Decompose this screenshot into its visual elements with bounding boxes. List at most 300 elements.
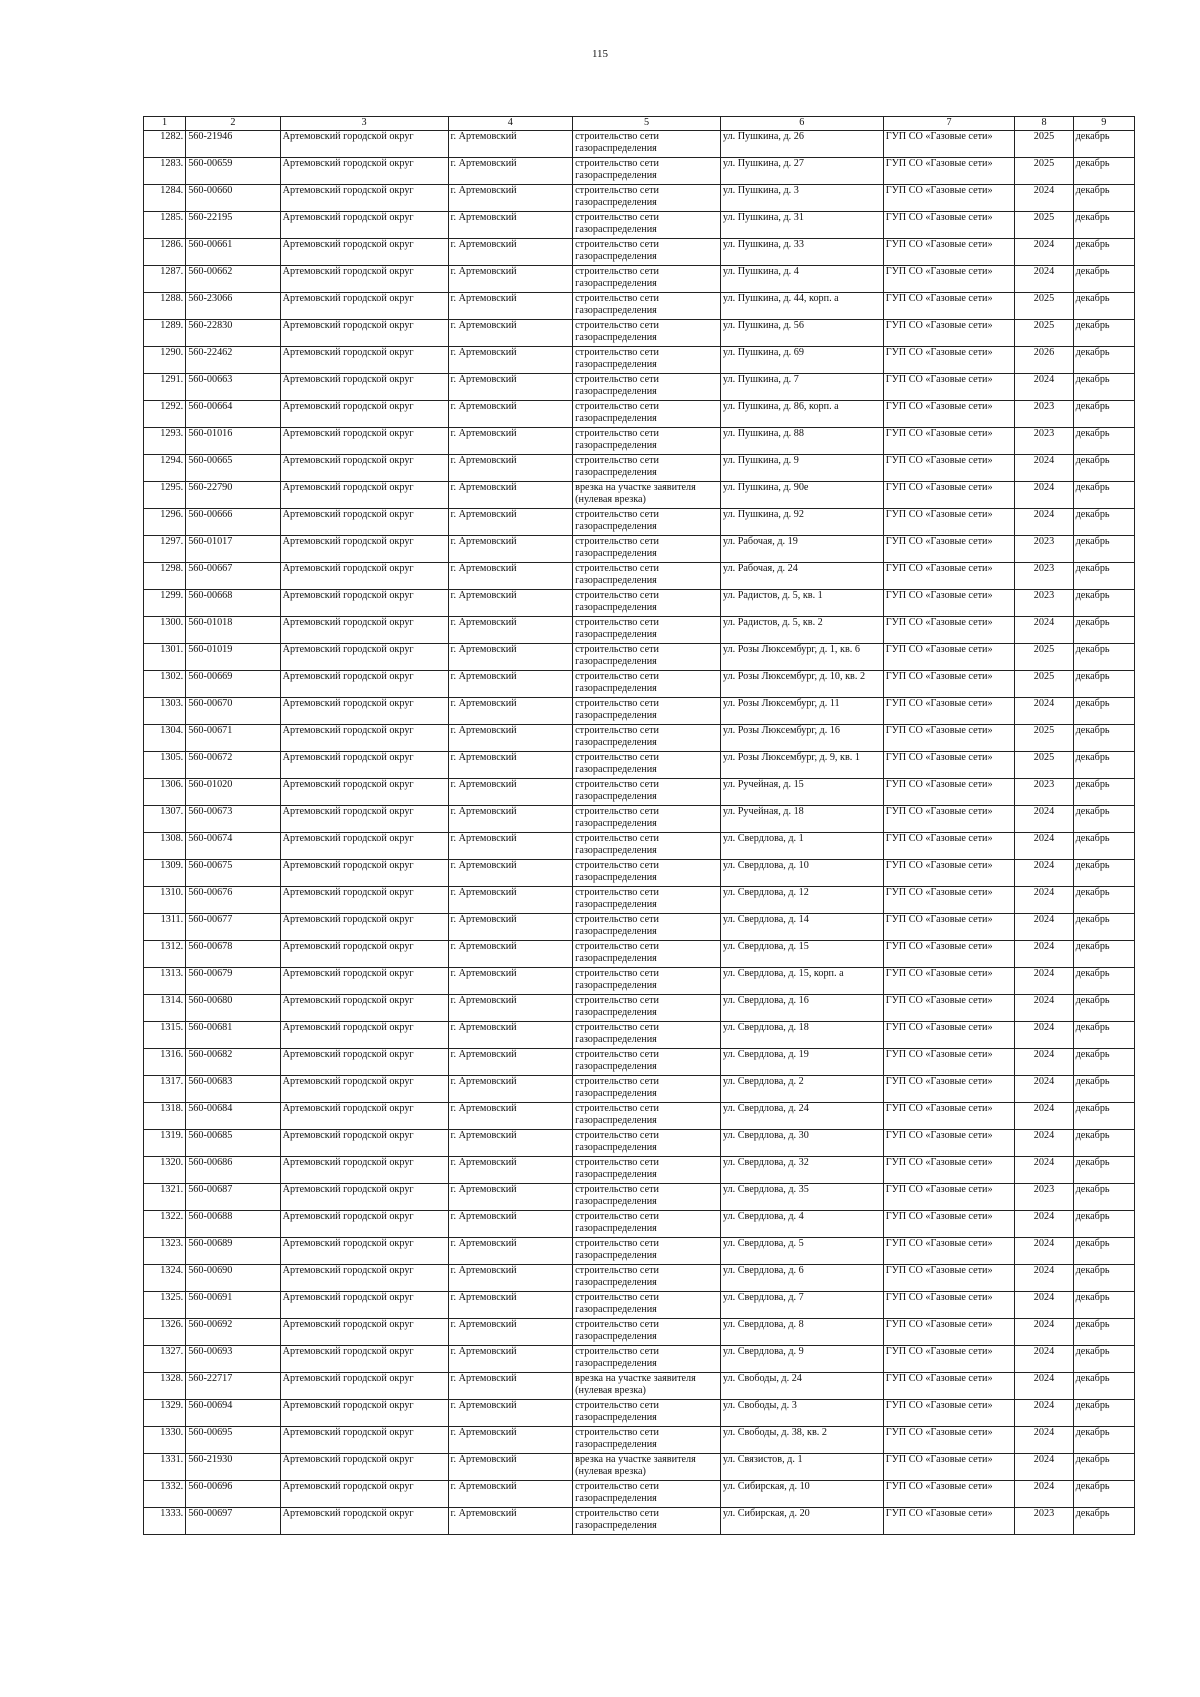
month-cell: декабрь [1073, 887, 1134, 914]
work-type-line: газораспределения [575, 844, 657, 856]
table-row [144, 914, 1135, 941]
work-type-line: строительство сети [575, 887, 660, 898]
work-type-cell [573, 1481, 721, 1508]
work-type-cell [573, 158, 721, 185]
organization-cell: ГУП СО «Газовые сети» [883, 482, 1015, 509]
district-cell: Артемовский городской округ [280, 806, 448, 833]
row-number-cell: 1285. [144, 212, 186, 239]
district-cell: Артемовский городской округ [280, 212, 448, 239]
work-type-line: газораспределения [575, 439, 657, 451]
settlement-cell: г. Артемовский [448, 995, 573, 1022]
object-code-cell: 560-00687 [186, 1184, 280, 1211]
month-cell: декабрь [1073, 428, 1134, 455]
work-type-line: врезка на участке заявителя [575, 482, 696, 493]
table-row [144, 1373, 1135, 1400]
row-number-cell: 1292. [144, 401, 186, 428]
work-type-line: строительство сети [575, 1481, 660, 1492]
work-type-cell [573, 320, 721, 347]
settlement-cell: г. Артемовский [448, 833, 573, 860]
object-code-cell: 560-00660 [186, 185, 280, 212]
work-type-line: строительство сети [575, 1184, 660, 1195]
table-row [144, 158, 1135, 185]
year-cell: 2023 [1015, 401, 1073, 428]
table-body [144, 131, 1135, 1535]
row-number-cell: 1318. [144, 1103, 186, 1130]
row-number-cell: 1332. [144, 1481, 186, 1508]
year-cell: 2024 [1015, 1076, 1073, 1103]
object-code-cell: 560-00680 [186, 995, 280, 1022]
organization-cell: ГУП СО «Газовые сети» [883, 1265, 1015, 1292]
organization-cell: ГУП СО «Газовые сети» [883, 1130, 1015, 1157]
organization-cell: ГУП СО «Газовые сети» [883, 1238, 1015, 1265]
district-cell: Артемовский городской округ [280, 320, 448, 347]
settlement-cell: г. Артемовский [448, 1265, 573, 1292]
work-type-cell [573, 914, 721, 941]
work-type-cell [573, 1157, 721, 1184]
object-code-cell: 560-00688 [186, 1211, 280, 1238]
district-cell: Артемовский городской округ [280, 1157, 448, 1184]
work-type-line: (нулевая врезка) [575, 493, 646, 505]
address-cell: ул. Сибирская, д. 10 [720, 1481, 883, 1508]
month-cell: декабрь [1073, 860, 1134, 887]
settlement-cell: г. Артемовский [448, 1427, 573, 1454]
month-cell: декабрь [1073, 1481, 1134, 1508]
work-type-line: газораспределения [575, 1411, 657, 1423]
work-type-line: строительство сети [575, 1292, 660, 1303]
address-cell: ул. Пушкина, д. 27 [720, 158, 883, 185]
year-cell: 2024 [1015, 1292, 1073, 1319]
month-cell: декабрь [1073, 1427, 1134, 1454]
row-number-cell: 1323. [144, 1238, 186, 1265]
organization-cell: ГУП СО «Газовые сети» [883, 536, 1015, 563]
address-cell: ул. Ручейная, д. 15 [720, 779, 883, 806]
table-row [144, 293, 1135, 320]
work-type-line: газораспределения [575, 601, 657, 613]
row-number-cell: 1319. [144, 1130, 186, 1157]
month-cell: декабрь [1073, 725, 1134, 752]
work-type-line: строительство сети [575, 1157, 660, 1168]
object-code-cell: 560-00689 [186, 1238, 280, 1265]
address-cell: ул. Рабочая, д. 24 [720, 563, 883, 590]
settlement-cell: г. Артемовский [448, 266, 573, 293]
address-cell: ул. Свободы, д. 24 [720, 1373, 883, 1400]
object-code-cell: 560-00664 [186, 401, 280, 428]
table-row [144, 239, 1135, 266]
work-type-line: строительство сети [575, 806, 660, 817]
year-cell: 2025 [1015, 752, 1073, 779]
row-number-cell: 1296. [144, 509, 186, 536]
work-type-cell [573, 968, 721, 995]
year-cell: 2024 [1015, 1022, 1073, 1049]
page-number: 115 [591, 48, 609, 60]
table-row [144, 941, 1135, 968]
column-header: 7 [883, 117, 1015, 131]
month-cell: декабрь [1073, 131, 1134, 158]
work-type-line: газораспределения [575, 817, 657, 829]
district-cell: Артемовский городской округ [280, 914, 448, 941]
object-code-cell: 560-01016 [186, 428, 280, 455]
row-number-cell: 1317. [144, 1076, 186, 1103]
work-type-line: строительство сети [575, 941, 660, 952]
district-cell: Артемовский городской округ [280, 968, 448, 995]
table-row [144, 1481, 1135, 1508]
row-number-cell: 1299. [144, 590, 186, 617]
object-code-cell: 560-00693 [186, 1346, 280, 1373]
district-cell: Артемовский городской округ [280, 1346, 448, 1373]
table-row [144, 1049, 1135, 1076]
address-cell: ул. Пушкина, д. 33 [720, 239, 883, 266]
object-code-cell: 560-00681 [186, 1022, 280, 1049]
year-cell: 2023 [1015, 563, 1073, 590]
year-cell: 2023 [1015, 428, 1073, 455]
month-cell: декабрь [1073, 1508, 1134, 1535]
work-type-line: газораспределения [575, 142, 657, 154]
work-type-cell [573, 725, 721, 752]
year-cell: 2024 [1015, 374, 1073, 401]
organization-cell: ГУП СО «Газовые сети» [883, 455, 1015, 482]
address-cell: ул. Свердлова, д. 7 [720, 1292, 883, 1319]
row-number-cell: 1328. [144, 1373, 186, 1400]
address-cell: ул. Пушкина, д. 86, корп. а [720, 401, 883, 428]
year-cell: 2025 [1015, 671, 1073, 698]
work-type-cell [573, 1211, 721, 1238]
object-code-cell: 560-00695 [186, 1427, 280, 1454]
month-cell: декабрь [1073, 1400, 1134, 1427]
object-code-cell: 560-00697 [186, 1508, 280, 1535]
month-cell: декабрь [1073, 779, 1134, 806]
organization-cell: ГУП СО «Газовые сети» [883, 941, 1015, 968]
year-cell: 2025 [1015, 212, 1073, 239]
month-cell: декабрь [1073, 1265, 1134, 1292]
settlement-cell: г. Артемовский [448, 455, 573, 482]
address-cell: ул. Пушкина, д. 92 [720, 509, 883, 536]
row-number-cell: 1306. [144, 779, 186, 806]
work-type-line: строительство сети [575, 293, 660, 304]
year-cell: 2024 [1015, 482, 1073, 509]
row-number-cell: 1322. [144, 1211, 186, 1238]
organization-cell: ГУП СО «Газовые сети» [883, 1157, 1015, 1184]
work-type-line: (нулевая врезка) [575, 1384, 646, 1396]
district-cell: Артемовский городской округ [280, 428, 448, 455]
settlement-cell: г. Артемовский [448, 941, 573, 968]
column-header: 4 [448, 117, 573, 131]
work-type-cell [573, 239, 721, 266]
work-type-line: газораспределения [575, 331, 657, 343]
object-code-cell: 560-00661 [186, 239, 280, 266]
settlement-cell: г. Артемовский [448, 1292, 573, 1319]
table-row [144, 671, 1135, 698]
organization-cell: ГУП СО «Газовые сети» [883, 428, 1015, 455]
district-cell: Артемовский городской округ [280, 455, 448, 482]
table-row [144, 1319, 1135, 1346]
month-cell: декабрь [1073, 239, 1134, 266]
district-cell: Артемовский городской округ [280, 1400, 448, 1427]
row-number-cell: 1314. [144, 995, 186, 1022]
month-cell: декабрь [1073, 401, 1134, 428]
year-cell: 2024 [1015, 1238, 1073, 1265]
work-type-cell [573, 644, 721, 671]
work-type-line: газораспределения [575, 358, 657, 370]
district-cell: Артемовский городской округ [280, 1130, 448, 1157]
gasification-table [143, 116, 1135, 1535]
month-cell: декабрь [1073, 563, 1134, 590]
year-cell: 2025 [1015, 725, 1073, 752]
month-cell: декабрь [1073, 941, 1134, 968]
row-number-cell: 1304. [144, 725, 186, 752]
row-number-cell: 1315. [144, 1022, 186, 1049]
row-number-cell: 1302. [144, 671, 186, 698]
work-type-line: строительство сети [575, 860, 660, 871]
work-type-line: строительство сети [575, 752, 660, 763]
work-type-line: газораспределения [575, 736, 657, 748]
district-cell: Артемовский городской округ [280, 752, 448, 779]
year-cell: 2024 [1015, 833, 1073, 860]
address-cell: ул. Свердлова, д. 10 [720, 860, 883, 887]
work-type-line: строительство сети [575, 1400, 660, 1411]
address-cell: ул. Пушкина, д. 3 [720, 185, 883, 212]
object-code-cell: 560-00671 [186, 725, 280, 752]
table-row [144, 131, 1135, 158]
address-cell: ул. Свердлова, д. 32 [720, 1157, 883, 1184]
settlement-cell: г. Артемовский [448, 725, 573, 752]
column-header: 1 [144, 117, 186, 131]
organization-cell: ГУП СО «Газовые сети» [883, 833, 1015, 860]
row-number-cell: 1330. [144, 1427, 186, 1454]
organization-cell: ГУП СО «Газовые сети» [883, 1508, 1015, 1535]
work-type-cell [573, 1319, 721, 1346]
work-type-line: газораспределения [575, 898, 657, 910]
table-row [144, 833, 1135, 860]
row-number-cell: 1313. [144, 968, 186, 995]
work-type-line: газораспределения [575, 250, 657, 262]
work-type-line: строительство сети [575, 212, 660, 223]
object-code-cell: 560-21930 [186, 1454, 280, 1481]
organization-cell: ГУП СО «Газовые сети» [883, 1373, 1015, 1400]
organization-cell: ГУП СО «Газовые сети» [883, 158, 1015, 185]
address-cell: ул. Ручейная, д. 18 [720, 806, 883, 833]
year-cell: 2024 [1015, 1265, 1073, 1292]
month-cell: декабрь [1073, 617, 1134, 644]
work-type-cell [573, 1238, 721, 1265]
work-type-cell [573, 752, 721, 779]
settlement-cell: г. Артемовский [448, 1103, 573, 1130]
address-cell: ул. Розы Люксембург, д. 1, кв. 6 [720, 644, 883, 671]
work-type-line: строительство сети [575, 320, 660, 331]
organization-cell: ГУП СО «Газовые сети» [883, 1481, 1015, 1508]
address-cell: ул. Свердлова, д. 1 [720, 833, 883, 860]
address-cell: ул. Пушкина, д. 9 [720, 455, 883, 482]
district-cell: Артемовский городской округ [280, 671, 448, 698]
settlement-cell: г. Артемовский [448, 1238, 573, 1265]
address-cell: ул. Свердлова, д. 15, корп. а [720, 968, 883, 995]
organization-cell: ГУП СО «Газовые сети» [883, 698, 1015, 725]
month-cell: декабрь [1073, 806, 1134, 833]
work-type-line: газораспределения [575, 1087, 657, 1099]
column-header: 9 [1073, 117, 1134, 131]
address-cell: ул. Пушкина, д. 90е [720, 482, 883, 509]
address-cell: ул. Свердлова, д. 35 [720, 1184, 883, 1211]
table-row [144, 401, 1135, 428]
district-cell: Артемовский городской округ [280, 1049, 448, 1076]
organization-cell: ГУП СО «Газовые сети» [883, 1427, 1015, 1454]
district-cell: Артемовский городской округ [280, 1481, 448, 1508]
year-cell: 2023 [1015, 590, 1073, 617]
work-type-line: газораспределения [575, 196, 657, 208]
address-cell: ул. Свердлова, д. 15 [720, 941, 883, 968]
work-type-line: строительство сети [575, 698, 660, 709]
work-type-line: строительство сети [575, 833, 660, 844]
row-number-cell: 1326. [144, 1319, 186, 1346]
district-cell: Артемовский городской округ [280, 266, 448, 293]
settlement-cell: г. Артемовский [448, 401, 573, 428]
work-type-line: газораспределения [575, 655, 657, 667]
work-type-line: строительство сети [575, 1211, 660, 1222]
settlement-cell: г. Артемовский [448, 752, 573, 779]
work-type-line: газораспределения [575, 1114, 657, 1126]
year-cell: 2024 [1015, 1454, 1073, 1481]
address-cell: ул. Пушкина, д. 69 [720, 347, 883, 374]
address-cell: ул. Пушкина, д. 88 [720, 428, 883, 455]
year-cell: 2026 [1015, 347, 1073, 374]
work-type-cell [573, 698, 721, 725]
settlement-cell: г. Артемовский [448, 563, 573, 590]
work-type-line: газораспределения [575, 682, 657, 694]
address-cell: ул. Свердлова, д. 5 [720, 1238, 883, 1265]
address-cell: ул. Свердлова, д. 24 [720, 1103, 883, 1130]
table-row [144, 725, 1135, 752]
year-cell: 2024 [1015, 1157, 1073, 1184]
work-type-cell [573, 1508, 721, 1535]
table-row [144, 1508, 1135, 1535]
year-cell: 2024 [1015, 1049, 1073, 1076]
table-row [144, 1427, 1135, 1454]
district-cell: Артемовский городской округ [280, 1265, 448, 1292]
month-cell: декабрь [1073, 995, 1134, 1022]
object-code-cell: 560-00676 [186, 887, 280, 914]
row-number-cell: 1320. [144, 1157, 186, 1184]
work-type-line: строительство сети [575, 995, 660, 1006]
table-row [144, 509, 1135, 536]
work-type-line: строительство сети [575, 131, 660, 142]
month-cell: декабрь [1073, 671, 1134, 698]
work-type-cell [573, 779, 721, 806]
work-type-line: врезка на участке заявителя [575, 1373, 696, 1384]
object-code-cell: 560-00662 [186, 266, 280, 293]
table-row [144, 185, 1135, 212]
row-number-cell: 1291. [144, 374, 186, 401]
table-row [144, 374, 1135, 401]
district-cell: Артемовский городской округ [280, 185, 448, 212]
row-number-cell: 1284. [144, 185, 186, 212]
organization-cell: ГУП СО «Газовые сети» [883, 293, 1015, 320]
district-cell: Артемовский городской округ [280, 1211, 448, 1238]
table-row [144, 779, 1135, 806]
row-number-cell: 1286. [144, 239, 186, 266]
year-cell: 2025 [1015, 158, 1073, 185]
settlement-cell: г. Артемовский [448, 185, 573, 212]
row-number-cell: 1333. [144, 1508, 186, 1535]
month-cell: декабрь [1073, 1130, 1134, 1157]
district-cell: Артемовский городской округ [280, 1292, 448, 1319]
year-cell: 2023 [1015, 536, 1073, 563]
organization-cell: ГУП СО «Газовые сети» [883, 860, 1015, 887]
object-code-cell: 560-00684 [186, 1103, 280, 1130]
address-cell: ул. Пушкина, д. 4 [720, 266, 883, 293]
address-cell: ул. Пушкина, д. 7 [720, 374, 883, 401]
work-type-line: строительство сети [575, 1427, 660, 1438]
year-cell: 2025 [1015, 293, 1073, 320]
object-code-cell: 560-00691 [186, 1292, 280, 1319]
object-code-cell: 560-00677 [186, 914, 280, 941]
object-code-cell: 560-00674 [186, 833, 280, 860]
settlement-cell: г. Артемовский [448, 1346, 573, 1373]
work-type-line: газораспределения [575, 520, 657, 532]
settlement-cell: г. Артемовский [448, 239, 573, 266]
month-cell: декабрь [1073, 455, 1134, 482]
object-code-cell: 560-22717 [186, 1373, 280, 1400]
settlement-cell: г. Артемовский [448, 1319, 573, 1346]
work-type-line: строительство сети [575, 1022, 660, 1033]
month-cell: декабрь [1073, 158, 1134, 185]
object-code-cell: 560-00679 [186, 968, 280, 995]
settlement-cell: г. Артемовский [448, 1481, 573, 1508]
work-type-line: газораспределения [575, 925, 657, 937]
table-row [144, 320, 1135, 347]
address-cell: ул. Розы Люксембург, д. 16 [720, 725, 883, 752]
work-type-line: газораспределения [575, 1303, 657, 1315]
settlement-cell: г. Артемовский [448, 1373, 573, 1400]
work-type-line: газораспределения [575, 1492, 657, 1504]
row-number-cell: 1288. [144, 293, 186, 320]
month-cell: декабрь [1073, 1373, 1134, 1400]
row-number-cell: 1282. [144, 131, 186, 158]
table-row [144, 1022, 1135, 1049]
work-type-cell [573, 617, 721, 644]
column-header: 6 [720, 117, 883, 131]
year-cell: 2024 [1015, 509, 1073, 536]
settlement-cell: г. Артемовский [448, 293, 573, 320]
organization-cell: ГУП СО «Газовые сети» [883, 374, 1015, 401]
object-code-cell: 560-00667 [186, 563, 280, 590]
work-type-line: строительство сети [575, 347, 660, 358]
settlement-cell: г. Артемовский [448, 1130, 573, 1157]
work-type-cell [573, 590, 721, 617]
year-cell: 2024 [1015, 1373, 1073, 1400]
month-cell: декабрь [1073, 698, 1134, 725]
district-cell: Артемовский городской округ [280, 1076, 448, 1103]
organization-cell: ГУП СО «Газовые сети» [883, 212, 1015, 239]
organization-cell: ГУП СО «Газовые сети» [883, 1022, 1015, 1049]
organization-cell: ГУП СО «Газовые сети» [883, 347, 1015, 374]
settlement-cell: г. Артемовский [448, 374, 573, 401]
district-cell: Артемовский городской округ [280, 644, 448, 671]
row-number-cell: 1324. [144, 1265, 186, 1292]
table-row [144, 1076, 1135, 1103]
year-cell: 2024 [1015, 1427, 1073, 1454]
work-type-line: строительство сети [575, 239, 660, 250]
table-row [144, 1211, 1135, 1238]
district-cell: Артемовский городской округ [280, 698, 448, 725]
work-type-line: строительство сети [575, 1346, 660, 1357]
address-cell: ул. Свердлова, д. 6 [720, 1265, 883, 1292]
year-cell: 2024 [1015, 1346, 1073, 1373]
settlement-cell: г. Артемовский [448, 887, 573, 914]
work-type-line: газораспределения [575, 1195, 657, 1207]
organization-cell: ГУП СО «Газовые сети» [883, 887, 1015, 914]
month-cell: декабрь [1073, 347, 1134, 374]
organization-cell: ГУП СО «Газовые сети» [883, 563, 1015, 590]
organization-cell: ГУП СО «Газовые сети» [883, 968, 1015, 995]
